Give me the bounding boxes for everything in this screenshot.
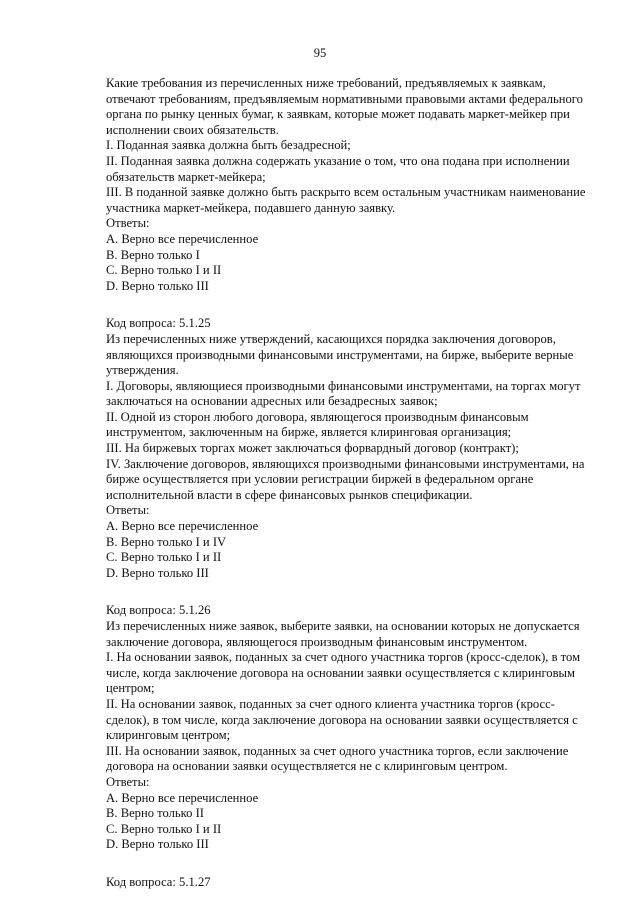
answer-option-d: D. Верно только III (106, 565, 209, 580)
statement-line: III. В поданной заявке должно быть раскрыто всем остальным участникам наименование (106, 185, 586, 200)
question-text-line: Какие требования из перечисленных ниже требований, предъявляемых к заявкам, (106, 76, 546, 90)
statement-line: инструментом, заключенным на бирже, является клиринговая организация; (106, 425, 512, 440)
question-block-1 (106, 76, 616, 294)
question-text-line: являющихся производными финансовыми инструментами, на бирже, выберите верные (106, 347, 574, 362)
answer-option-d: D. Верно только III (106, 278, 209, 293)
question-text-line: утверждения. (106, 363, 179, 378)
answer-option-c: C. Верно только I и II (106, 550, 222, 565)
statement-line: II. Поданная заявка должна содержать указание о том, что она подана при исполнении (106, 153, 570, 168)
question-text-line: отвечают требованиям, предъявляемым нормативными правовыми актами федерального (106, 91, 583, 106)
block-spacer (106, 853, 616, 875)
answers-label: Ответы: (106, 216, 150, 231)
answer-option-a: A. Верно все перечисленное (106, 790, 259, 805)
statement-line: IV. Заключение договоров, являющихся производными финансовыми инструментами, на (106, 456, 585, 471)
answer-option-b: B. Верно только I (106, 247, 200, 262)
answer-option-b: B. Верно только II (106, 806, 204, 821)
statement-line: договора на основании заявки осуществляется не с клиринговым центром. (106, 759, 508, 774)
question-code-next: Код вопроса: 5.1.27 (106, 874, 211, 889)
question-block-2 (106, 316, 616, 581)
question-block-3 (106, 603, 616, 853)
statement-line: числе, когда заключение договора на основании заявки осуществляется с клиринговым (106, 665, 575, 680)
block-spacer (106, 581, 616, 603)
answer-option-c: C. Верно только I и II (106, 263, 222, 278)
question-code: Код вопроса: 5.1.26 (106, 603, 211, 618)
statement-line: III. На биржевых торгах может заключаться форвардный договор (контракт); (106, 441, 519, 456)
statement-line: II. На основании заявок, поданных за счет одного клиента участника торгов (кросс- (106, 696, 555, 711)
statement-line: I. На основании заявок, поданных за счет одного участника торгов (кросс-сделок), в том (106, 650, 581, 665)
statement-line: III. На основании заявок, поданных за счет одного участника торгов, если заключение (106, 743, 569, 758)
question-text-line: Из перечисленных ниже заявок, выберите заявки, на основании которых не допускается (106, 619, 580, 633)
statement-line: клиринговым центром; (106, 728, 231, 743)
answer-option-a: A. Верно все перечисленное (106, 519, 259, 534)
statement-line: исполнительной власти в сфере финансовых рынков спецификации. (106, 487, 473, 502)
question-text-line: органа по рынку ценных бумаг, к заявкам, которые может подавать маркет-мейкер при (106, 107, 570, 122)
answer-option-a: A. Верно все перечисленное (106, 231, 259, 246)
answers-label: Ответы: (106, 503, 150, 518)
statement-line: I. Поданная заявка должна быть безадресной; (106, 138, 351, 153)
question-text-line: Из перечисленных ниже утверждений, касающихся порядка заключения договоров, (106, 331, 556, 346)
statement-line: сделок), в том числе, когда заключение договора на основании заявки осуществляется с (106, 712, 578, 727)
statement-line: II. Одной из сторон любого договора, являющегося производным финансовым (106, 409, 529, 424)
answer-option-d: D. Верно только III (106, 837, 209, 852)
answer-option-b: B. Верно только I и IV (106, 534, 227, 549)
page-content (106, 76, 616, 891)
statement-line: бирже осуществляется при условии регистрации биржей в федеральном органе (106, 472, 534, 487)
statement-line: обязательств маркет-мейкера; (106, 169, 266, 184)
question-text-line: заключение договора, являющегося производным финансовым инструментом. (106, 634, 528, 649)
statement-line: I. Договоры, являющиеся производными финансовыми инструментами, на торгах могут (106, 378, 581, 393)
question-code: Код вопроса: 5.1.25 (106, 316, 211, 331)
statement-line: центром; (106, 681, 155, 696)
answers-label: Ответы: (106, 774, 150, 789)
statement-line: участника маркет-мейкера, подавшего данную заявку. (106, 200, 396, 215)
page-number: 95 (313, 46, 327, 60)
question-text-line: исполнении своих обязательств. (106, 122, 279, 137)
answer-option-c: C. Верно только I и II (106, 821, 222, 836)
block-spacer (106, 294, 616, 316)
statement-line: заключаться на основании адресных или безадресных заявок; (106, 394, 438, 409)
